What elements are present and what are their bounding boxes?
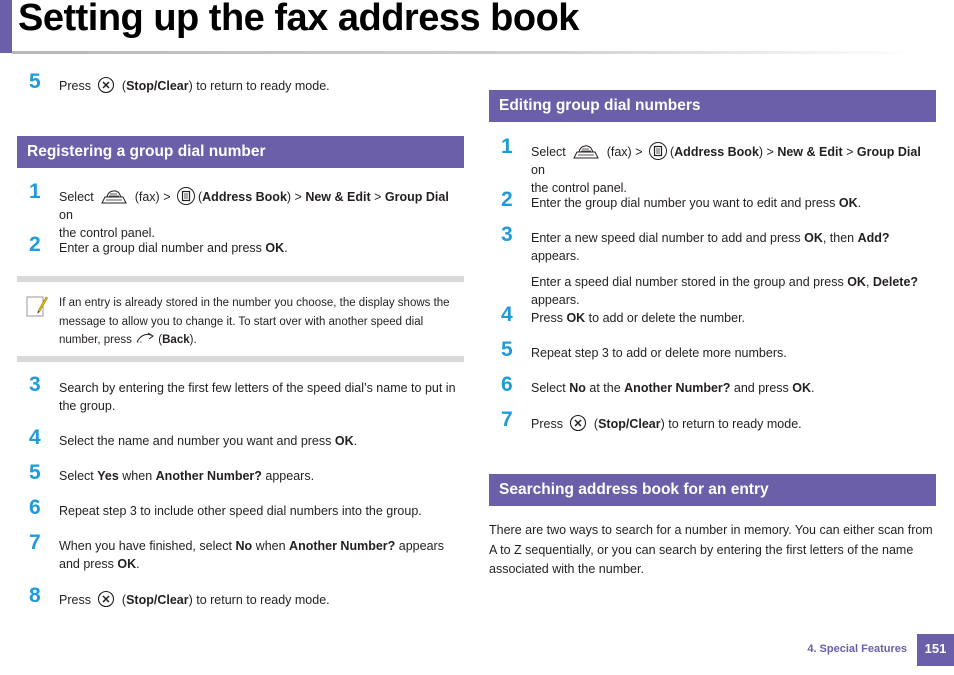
stop-clear-icon [96, 76, 116, 94]
left-step-6: 6 Repeat step 3 to include other speed dial numbers into the group. [29, 496, 422, 519]
right-step-2: 2 Enter the group dial number you want to edit and press OK. [501, 188, 862, 211]
back-icon [135, 332, 155, 344]
step-number: 3 [29, 373, 41, 396]
step-number: 8 [29, 584, 41, 607]
right-step-3: 3 Enter a new speed dial number to add and press OK, then Add? appears. Enter a speed dial number stored in the group and press OK, Delete? appears. [531, 229, 941, 309]
page-number: 151 [917, 634, 954, 666]
section-header-registering: Registering a group dial number [17, 136, 464, 168]
left-step-5-top: 5 Press (Stop/Clear) to return to ready mode. [29, 70, 330, 93]
left-step-2: 2 Enter a group dial number and press OK. [29, 233, 288, 256]
stop-clear-icon [568, 414, 588, 432]
step-number: 2 [501, 188, 513, 211]
step-number: 5 [29, 70, 41, 93]
left-step-8: 8 Press (Stop/Clear) to return to ready mode. [29, 584, 330, 607]
fax-icon [99, 186, 129, 206]
right-step-4: 4 Press OK to add or delete the number. [501, 303, 746, 326]
step-number: 1 [501, 135, 513, 158]
step-number: 1 [29, 180, 41, 203]
step-number: 4 [29, 426, 41, 449]
step-number: 3 [501, 223, 513, 246]
section-header-editing: Editing group dial numbers [489, 90, 936, 122]
page-title: Setting up the fax address book [18, 0, 579, 39]
left-step-3: 3 Search by entering the first few letters of the speed dial’s name to put in the group. [29, 373, 456, 413]
step-number: 6 [29, 496, 41, 519]
step-3-subparagraph: Enter a speed dial number stored in the group and press OK, Delete? appears. [531, 275, 919, 307]
stop-clear-icon [96, 590, 116, 608]
section-header-searching: Searching address book for an entry [489, 474, 936, 506]
address-book-icon [176, 186, 196, 206]
step-number: 2 [29, 233, 41, 256]
right-step-5: 5 Repeat step 3 to add or delete more numbers. [501, 338, 787, 361]
left-step-5: 5 Select Yes when Another Number? appears. [29, 461, 315, 484]
left-step-7: 7 When you have finished, select No when Another Number? appears and press OK. [29, 531, 444, 571]
note-box [17, 276, 464, 362]
step-number: 5 [29, 461, 41, 484]
address-book-icon [648, 141, 668, 161]
right-step-1: 1 Select (fax) > (Address Book) > New & Edit > Group Dial on the control panel. [501, 135, 921, 195]
fax-icon [571, 141, 601, 161]
step-number: 7 [501, 408, 513, 431]
right-step-6: 6 Select No at the Another Number? and press OK. [501, 373, 815, 396]
step-number: 5 [501, 338, 513, 361]
note-pencil-icon [26, 294, 48, 318]
title-divider [12, 51, 917, 54]
left-step-1: 1 Select (fax) > (Address Book) > New & Edit > Group Dial on the control panel. [29, 180, 449, 240]
left-step-4: 4 Select the name and number you want and press OK. [29, 426, 358, 449]
note-text: If an entry is already stored in the number you choose, the display shows the message to allow you to change it. To start over with another speed dial number, press (Back). [59, 297, 450, 346]
search-paragraph: There are two ways to search for a number in memory. You can either scan from A to Z sequentially, or you can search by entering the first letters of the name associated with the number. [489, 523, 933, 576]
step-number: 6 [501, 373, 513, 396]
step-number: 4 [501, 303, 513, 326]
step-number: 7 [29, 531, 41, 554]
chapter-label: 4. Special Features [807, 643, 907, 655]
title-accent-bar [0, 0, 12, 53]
right-step-7: 7 Press (Stop/Clear) to return to ready mode. [501, 408, 802, 431]
